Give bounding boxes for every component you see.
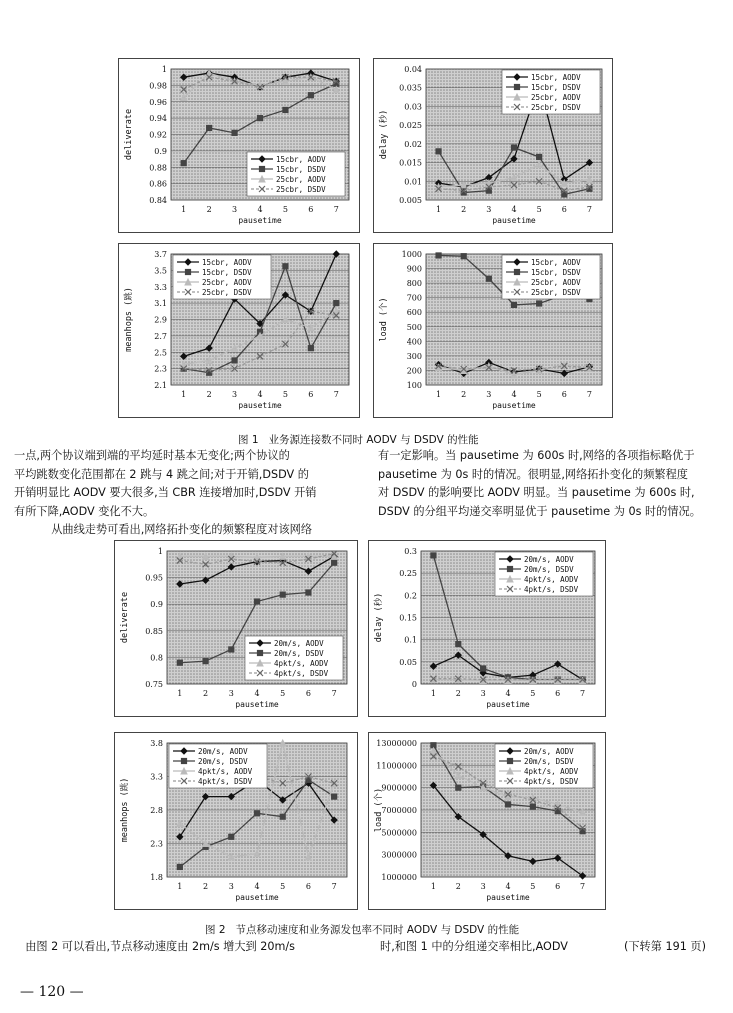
legend: [245, 636, 343, 680]
legend-label: 20m/s, DSDV: [274, 649, 324, 658]
legend: [502, 70, 600, 114]
legend-label: 15cbr, DSDV: [531, 268, 581, 277]
data-point: [486, 276, 491, 281]
legend-label: 20m/s, AODV: [274, 639, 324, 648]
y-tick-label: 500: [406, 322, 422, 332]
x-tick-label: 6: [308, 205, 314, 214]
legend-label: 15cbr, DSDV: [202, 268, 252, 277]
x-tick-label: 2: [461, 205, 467, 214]
y-tick-label: 2.7: [154, 331, 167, 341]
x-tick-label: 7: [580, 882, 586, 891]
data-point: [511, 145, 516, 150]
legend-label: 4pkt/s, DSDV: [524, 777, 579, 786]
x-axis-label: pausetime: [235, 700, 279, 709]
continued-note: [624, 938, 706, 957]
x-tick-label: 6: [555, 689, 561, 698]
x-tick-label: 2: [203, 882, 209, 891]
data-point: [514, 84, 519, 89]
x-axis-label: pausetime: [492, 216, 536, 225]
x-tick-label: 6: [305, 882, 311, 891]
legend-label: 20m/s, AODV: [524, 555, 574, 564]
data-point: [254, 811, 259, 816]
y-tick-label: 0.015: [399, 158, 422, 168]
x-tick-label: 7: [331, 689, 337, 698]
x-axis-label: pausetime: [238, 216, 282, 225]
chart-svg: [119, 244, 359, 417]
y-tick-label: 2.8: [150, 806, 163, 815]
legend-label: 15cbr, AODV: [531, 258, 581, 267]
data-point: [259, 166, 264, 171]
figure-2-label: 图 2: [205, 924, 226, 936]
y-tick-label: 3.3: [154, 282, 167, 292]
chart-panel: [114, 540, 358, 717]
x-axis-label: pausetime: [492, 401, 536, 410]
x-axis-label: pausetime: [238, 401, 282, 410]
y-axis-label: delay (秒): [379, 109, 389, 160]
data-point: [461, 254, 466, 259]
data-point: [181, 758, 186, 763]
x-tick-label: 1: [430, 689, 436, 698]
x-tick-label: 3: [232, 390, 238, 399]
text-line: 有一定影响。当 pausetime 为 600s 时,网络的各项指标略优于: [378, 449, 695, 462]
x-tick-label: 5: [536, 390, 542, 399]
data-point: [537, 301, 542, 306]
figure-2-caption: [205, 922, 519, 937]
legend-label: 20m/s, DSDV: [524, 757, 574, 766]
y-tick-label: 13000000: [376, 739, 417, 748]
y-tick-label: 9000000: [381, 783, 417, 793]
x-tick-label: 7: [333, 390, 339, 399]
data-point: [232, 130, 237, 135]
y-tick-label: 3.1: [154, 299, 167, 309]
y-tick-label: 0.92: [149, 130, 167, 140]
data-point: [229, 647, 234, 652]
y-tick-label: 300: [406, 351, 422, 361]
y-axis-label: deliverate: [120, 591, 130, 644]
data-point: [229, 834, 234, 839]
legend-label: 25cbr, AODV: [531, 278, 581, 287]
legend-label: 15cbr, DSDV: [531, 83, 581, 92]
x-tick-label: 3: [480, 882, 486, 891]
data-point: [456, 642, 461, 647]
data-point: [481, 666, 486, 671]
continued-note-text: (下转第 191 页): [624, 940, 706, 953]
y-axis-label: delay (秒): [374, 592, 384, 643]
y-tick-label: 600: [406, 308, 422, 318]
data-point: [203, 659, 208, 664]
y-tick-label: 0.01: [404, 177, 422, 187]
y-tick-label: 0.25: [399, 569, 417, 579]
x-tick-label: 2: [461, 390, 467, 399]
x-tick-label: 5: [280, 689, 286, 698]
figure-1-label: 图 1: [238, 434, 259, 446]
x-tick-label: 1: [181, 205, 187, 214]
y-tick-label: 0.05: [399, 657, 417, 667]
legend-label: 15cbr, AODV: [276, 155, 326, 164]
legend-label: 15cbr, AODV: [202, 258, 252, 267]
legend-label: 4pkt/s, DSDV: [274, 669, 329, 678]
y-axis-label: load (个): [374, 787, 384, 833]
x-tick-label: 6: [561, 390, 567, 399]
chart-panel: [373, 58, 613, 233]
y-tick-label: 0.2: [404, 591, 417, 601]
bottom-text-right: [380, 938, 568, 957]
x-tick-label: 4: [257, 390, 263, 399]
y-tick-label: 0.04: [404, 65, 422, 74]
x-tick-label: 7: [586, 390, 592, 399]
legend-label: 25cbr, AODV: [276, 175, 326, 184]
data-point: [280, 592, 285, 597]
figure-1-text: 业务源连接数不同时 AODV 与 DSDV 的性能: [268, 434, 479, 446]
y-axis-label: meanhops (跳): [120, 777, 130, 843]
chart-panel: [373, 243, 613, 418]
y-tick-label: 100: [406, 381, 422, 390]
chart-panel: [368, 540, 606, 717]
y-tick-label: 2.9: [154, 315, 167, 325]
data-point: [456, 785, 461, 790]
y-tick-label: 0.8: [150, 653, 163, 663]
legend: [495, 744, 593, 788]
legend-label: 4pkt/s, AODV: [524, 575, 579, 584]
y-tick-label: 0.02: [404, 139, 422, 149]
x-axis-label: pausetime: [486, 893, 530, 902]
data-point: [530, 804, 535, 809]
text-line: 由图 2 可以看出,节点移动速度由 2m/s 增大到 20m/s: [14, 940, 295, 953]
data-point: [177, 864, 182, 869]
text-line: 开销明显比 AODV 要大很多,当 CBR 连接增加时,DSDV 开销: [14, 486, 317, 499]
y-tick-label: 0.98: [149, 81, 167, 91]
chart-svg: [374, 244, 612, 417]
x-tick-label: 5: [530, 882, 536, 891]
text-line: DSDV 的分组平均递交率明显优于 pausetime 为 0s 时的情况。: [378, 504, 701, 518]
y-tick-label: 0.9: [150, 600, 163, 610]
bottom-text-left: [14, 938, 295, 957]
x-tick-label: 2: [455, 882, 461, 891]
x-tick-label: 3: [486, 390, 492, 399]
x-tick-label: 2: [203, 689, 209, 698]
x-tick-label: 3: [228, 882, 234, 891]
y-tick-label: 0: [411, 680, 417, 689]
y-tick-label: 3.3: [150, 772, 163, 782]
data-point: [283, 107, 288, 112]
x-tick-label: 4: [257, 205, 263, 214]
x-tick-label: 7: [333, 205, 339, 214]
x-tick-label: 4: [505, 882, 511, 891]
y-tick-label: 7000000: [381, 806, 417, 815]
x-tick-label: 1: [181, 390, 187, 399]
x-tick-label: 1: [436, 205, 442, 214]
text-line: 一点,两个协议端到端的平均延时基本无变化;两个协议的: [14, 449, 290, 462]
data-point: [207, 125, 212, 130]
data-point: [257, 116, 262, 121]
chart-svg: [115, 541, 357, 716]
y-tick-label: 2.3: [150, 839, 163, 849]
x-tick-label: 4: [505, 689, 511, 698]
y-tick-label: 1: [161, 65, 167, 74]
figure-1-caption: [238, 432, 479, 447]
data-point: [537, 154, 542, 159]
legend-label: 25cbr, DSDV: [202, 288, 252, 297]
chart-panel: [118, 58, 360, 233]
y-tick-label: 400: [406, 337, 422, 347]
legend: [247, 152, 345, 196]
y-tick-label: 2.5: [154, 348, 167, 358]
chart-svg: [115, 733, 357, 909]
legend-label: 20m/s, DSDV: [524, 565, 574, 574]
y-tick-label: 0.3: [404, 547, 417, 556]
x-tick-label: 5: [530, 689, 536, 698]
y-tick-label: 700: [406, 293, 422, 303]
data-point: [185, 269, 190, 274]
x-axis-label: pausetime: [235, 893, 279, 902]
x-tick-label: 1: [436, 390, 442, 399]
x-tick-label: 7: [586, 205, 592, 214]
y-tick-label: 200: [406, 366, 422, 376]
data-point: [334, 301, 339, 306]
data-point: [505, 802, 510, 807]
data-point: [257, 650, 262, 655]
chart-panel: [368, 732, 606, 910]
y-tick-label: 3000000: [381, 850, 417, 860]
data-point: [332, 560, 337, 565]
x-tick-label: 2: [455, 689, 461, 698]
y-tick-label: 0.025: [399, 121, 422, 131]
body-text-left: [14, 447, 316, 540]
y-tick-label: 3.5: [154, 266, 167, 276]
y-tick-label: 0.85: [145, 626, 163, 636]
chart-svg: [369, 733, 605, 909]
y-tick-label: 0.86: [149, 179, 167, 189]
legend-label: 25cbr, DSDV: [531, 288, 581, 297]
chart-panel: [114, 732, 358, 910]
y-axis-label: load (个): [379, 297, 389, 342]
y-tick-label: 3.8: [150, 739, 163, 748]
data-point: [436, 253, 441, 258]
text-line: pausetime 为 0s 时的情况。很明显,网络拓扑变化的频繁程度: [378, 467, 688, 481]
data-point: [181, 161, 186, 166]
y-tick-label: 0.75: [145, 680, 163, 689]
data-point: [436, 149, 441, 154]
y-tick-label: 0.96: [149, 97, 167, 107]
x-tick-label: 7: [580, 689, 586, 698]
legend-label: 25cbr, DSDV: [531, 103, 581, 112]
x-tick-label: 5: [536, 205, 542, 214]
legend-label: 20m/s, DSDV: [198, 757, 248, 766]
data-point: [177, 660, 182, 665]
y-tick-label: 2.1: [154, 381, 167, 390]
x-tick-label: 3: [228, 689, 234, 698]
body-text-right: [378, 447, 701, 521]
text-line: 对 DSDV 的影响要比 AODV 明显。当 pausetime 为 600s 时,: [378, 486, 695, 499]
x-tick-label: 1: [177, 689, 183, 698]
x-tick-label: 2: [206, 390, 212, 399]
y-axis-label: deliverate: [124, 108, 134, 161]
y-tick-label: 900: [406, 264, 422, 274]
data-point: [507, 566, 512, 571]
legend: [495, 552, 593, 596]
legend-label: 4pkt/s, AODV: [524, 767, 579, 776]
data-point: [283, 264, 288, 269]
chart-svg: [374, 59, 612, 232]
x-tick-label: 6: [561, 205, 567, 214]
legend-label: 4pkt/s, AODV: [274, 659, 329, 668]
legend-label: 4pkt/s, AODV: [198, 767, 253, 776]
x-tick-label: 7: [331, 882, 337, 891]
legend-label: 15cbr, AODV: [531, 73, 581, 82]
y-tick-label: 0.94: [149, 114, 167, 124]
y-tick-label: 11000000: [376, 761, 417, 771]
x-tick-label: 2: [206, 205, 212, 214]
y-tick-label: 0.84: [149, 196, 167, 205]
y-tick-label: 1000: [401, 250, 422, 259]
x-tick-label: 5: [282, 205, 288, 214]
y-axis-label: meanhops (跳): [124, 287, 134, 352]
y-tick-label: 800: [406, 279, 422, 289]
legend-label: 20m/s, AODV: [524, 747, 574, 756]
page-number: — 120 —: [20, 984, 84, 1000]
text-line: 平均跳数变化范围都在 2 跳与 4 跳之间;对于开销,DSDV 的: [14, 467, 309, 481]
x-tick-label: 4: [254, 882, 260, 891]
y-tick-label: 0.03: [404, 102, 422, 112]
y-tick-label: 0.88: [149, 163, 167, 173]
data-point: [514, 269, 519, 274]
legend-label: 25cbr, AODV: [531, 93, 581, 102]
y-tick-label: 3.7: [154, 250, 167, 259]
x-tick-label: 1: [177, 882, 183, 891]
data-point: [507, 758, 512, 763]
y-tick-label: 1.8: [150, 873, 163, 882]
x-tick-label: 6: [555, 882, 561, 891]
figure-2-text: 节点移动速度和业务源发包率不同时 AODV 与 DSDV 的性能: [235, 924, 520, 936]
y-tick-label: 5000000: [381, 828, 417, 838]
x-axis-label: pausetime: [486, 700, 530, 709]
data-point: [308, 93, 313, 98]
chart-svg: [119, 59, 359, 232]
data-point: [332, 794, 337, 799]
x-tick-label: 5: [282, 390, 288, 399]
data-point: [308, 346, 313, 351]
data-point: [254, 599, 259, 604]
x-tick-label: 1: [430, 882, 436, 891]
y-tick-label: 0.15: [399, 613, 417, 623]
x-tick-label: 4: [254, 689, 260, 698]
x-tick-label: 6: [305, 689, 311, 698]
x-tick-label: 5: [280, 882, 286, 891]
legend-label: 4pkt/s, DSDV: [524, 585, 579, 594]
legend: [173, 255, 271, 299]
x-tick-label: 3: [480, 689, 486, 698]
legend-label: 20m/s, AODV: [198, 747, 248, 756]
y-tick-label: 0.035: [399, 83, 422, 93]
data-point: [280, 814, 285, 819]
x-tick-label: 3: [486, 205, 492, 214]
data-point: [431, 553, 436, 558]
y-tick-label: 0.9: [154, 146, 167, 156]
y-tick-label: 0.005: [399, 196, 422, 205]
x-tick-label: 4: [511, 205, 517, 214]
x-tick-label: 6: [308, 390, 314, 399]
text-line: 从曲线走势可看出,网络拓扑变化的频繁程度对该网络: [40, 523, 313, 536]
y-tick-label: 1000000: [381, 873, 417, 882]
text-line: 有所下降,AODV 变化不大。: [14, 504, 155, 518]
text-line: 时,和图 1 中的分组递交率相比,AODV: [380, 940, 568, 953]
chart-svg: [369, 541, 605, 716]
data-point: [511, 302, 516, 307]
data-point: [306, 590, 311, 595]
data-point: [232, 358, 237, 363]
x-tick-label: 3: [232, 205, 238, 214]
chart-panel: [118, 243, 360, 418]
legend-label: 15cbr, DSDV: [276, 165, 326, 174]
y-tick-label: 0.1: [404, 635, 417, 645]
legend-label: 4pkt/s, DSDV: [198, 777, 253, 786]
legend-label: 25cbr, AODV: [202, 278, 252, 287]
y-tick-label: 2.3: [154, 364, 167, 374]
y-tick-label: 1: [157, 547, 163, 556]
legend-label: 25cbr, DSDV: [276, 185, 326, 194]
legend: [502, 255, 600, 299]
legend: [169, 744, 267, 788]
x-tick-label: 4: [511, 390, 517, 399]
y-tick-label: 0.95: [145, 573, 163, 583]
